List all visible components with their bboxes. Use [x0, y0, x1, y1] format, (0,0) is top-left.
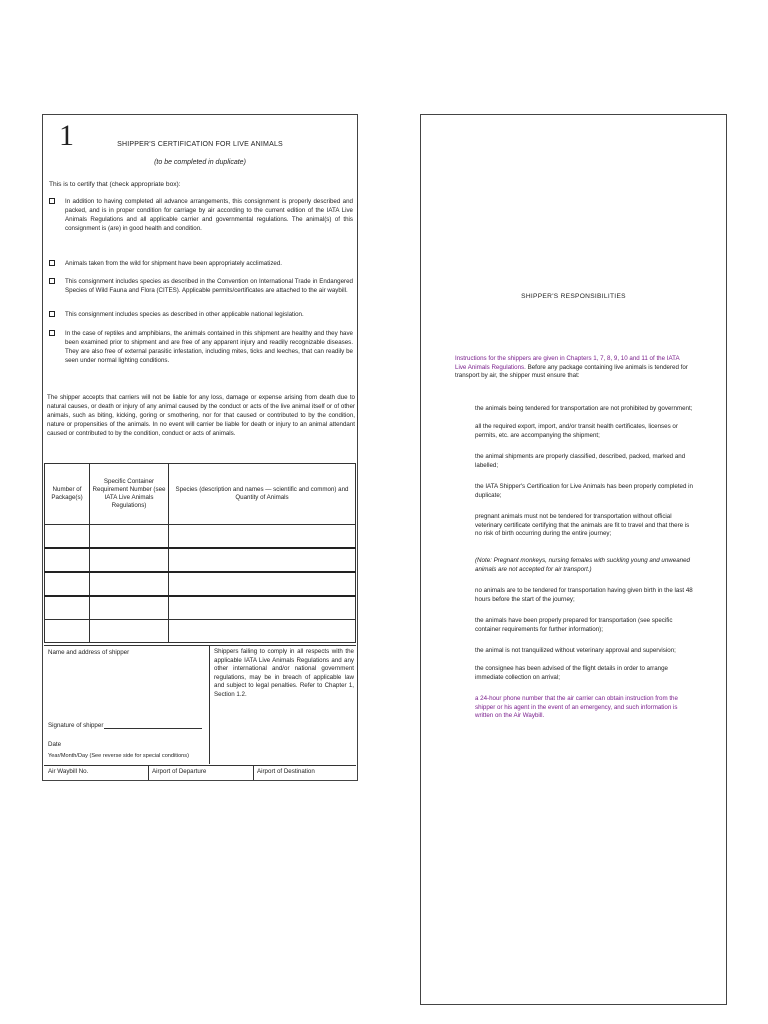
table-row [45, 596, 356, 620]
waybill-divider [148, 766, 149, 780]
table-cell[interactable] [90, 548, 169, 572]
checkbox-label: This consignment includes species as described in other applicable national legislation. [65, 311, 304, 318]
form-number: 1 [59, 119, 74, 152]
responsibility-item: no animals are to be tendered for transportation having given birth in the last 48 hours before the start of the journey; [475, 587, 693, 603]
table-cell[interactable] [90, 596, 169, 620]
responsibilities-intro [455, 355, 691, 381]
table-cell[interactable] [169, 596, 356, 620]
table-cell[interactable] [45, 572, 90, 596]
checkbox-label: In the case of reptiles and amphibians, the animals contained in this shipment are healthy and they have been examined prior to shipment and are free of any apparent injury and readily recognizable diseases. They are also free of external parasitic infestation, including mites, ticks and leeches, that can readily be seen under normal lighting conditions. [65, 330, 353, 364]
responsibility-item: all the required export, import, and/or transit health certificates, licenses or permits, etc. are accompanying the shipment; [475, 423, 678, 439]
package-table [44, 463, 356, 643]
responsibilities-page [420, 114, 727, 1005]
checkbox[interactable] [49, 260, 55, 266]
air-waybill-label: Air Waybill No. [48, 768, 89, 775]
table-header-row [45, 464, 356, 525]
table-cell[interactable] [169, 572, 356, 596]
responsibility-note: (Note: Pregnant monkeys, nursing females with suckling young and unweaned animals are not accepted for air transport.) [475, 557, 690, 573]
table-cell[interactable] [90, 620, 169, 643]
certify-intro: This is to certify that (check appropriate box): [49, 181, 181, 188]
form-title: SHIPPER'S CERTIFICATION FOR LIVE ANIMALS [117, 141, 283, 148]
table-row [45, 620, 356, 643]
responsibility-item: the animal shipments are properly classified, described, packed, marked and labelled; [475, 453, 686, 469]
form-subtitle: (to be completed in duplicate) [154, 159, 246, 166]
table-cell[interactable] [90, 525, 169, 549]
checkbox-row [49, 277, 353, 295]
checkbox[interactable] [49, 198, 55, 204]
table-cell[interactable] [45, 548, 90, 572]
signature-label: Signature of shipper [48, 722, 104, 729]
responsibility-item-emergency: a 24-hour phone number that the air carrier can obtain instruction from the shipper or his agent in the event of an emergency, and such information is written on the Air Waybill. [475, 695, 678, 719]
certification-form-page [42, 114, 358, 781]
checkbox[interactable] [49, 278, 55, 284]
table-cell[interactable] [169, 525, 356, 549]
destination-label: Airport of Destination [257, 768, 315, 775]
liability-statement: The shipper accepts that carriers will not be liable for any loss, damage or expense arising from death due to natural causes, or death or injury of any animal caused by the conduct or acts of the live animal itself or of other animals, such as biting, kicking, goring or smothering, nor for that caused or contributed to by the condition, nature or propensities of the animals. In no event will carrier be liable for death or injury to an animal attendant caused or contributed to by the condition, conduct or acts of animals. [47, 394, 355, 437]
compliance-warning: Shippers failing to comply in all respects with the applicable IATA Live Animals Regulations and any other international and/or national government regulations, may be in breach of applicable law and subject to legal penalties. Refer to Chapter 1, Section 1.2. [214, 648, 354, 698]
col-species: Species (description and names — scientific and common) and Quantity of Animals [169, 464, 356, 525]
table-row [45, 525, 356, 549]
shipper-info-cell [44, 646, 210, 764]
name-address-label: Name and address of shipper [48, 649, 130, 656]
signature-line[interactable] [104, 728, 202, 729]
table-row [45, 548, 356, 572]
checkbox-row [49, 310, 353, 319]
table-cell[interactable] [45, 596, 90, 620]
table-cell[interactable] [169, 620, 356, 643]
checkbox[interactable] [49, 330, 55, 336]
col-number-of-packages: Number of Package(s) [45, 464, 90, 525]
responsibilities-title: SHIPPER'S RESPONSIBILITIES [521, 293, 626, 300]
waybill-divider [253, 766, 254, 780]
responsibility-item: the animals have been properly prepared for transportation (see specific container requirements for further information); [475, 617, 673, 633]
col-container-requirement: Specific Container Requirement Number (see IATA Live Animals Regulations) [90, 464, 169, 525]
table-cell[interactable] [90, 572, 169, 596]
responsibility-item: pregnant animals must not be tendered for transportation without official veterinary certificate certifying that the animals are fit to travel and that there is no risk of birth occurring during the entire journey; [475, 513, 690, 537]
checkbox-label: Animals taken from the wild for shipment have been appropriately acclimatized. [65, 260, 283, 267]
table-cell[interactable] [45, 620, 90, 643]
checkbox-row [49, 197, 353, 233]
waybill-row [44, 765, 356, 780]
checkbox-label: In addition to having completed all advance arrangements, this consignment is properly described and packed, and is in proper condition for carriage by air according to the current edition of the IATA Live Animals Regulations and all applicable carrier and governmental regulations. The animal(s) of this consignment is (are) in good health and condition. [65, 198, 353, 232]
checkbox-label: This consignment includes species as described in the Convention on International Trade in Endangered Species of Wild Fauna and Flora (CITES). Applicable permits/certificates are attached to the air waybill. [65, 278, 353, 294]
intro-highlight: Instructions for the shippers are given in Chapters 1, 7, 8, 9, 10 and 11 of the IATA Live Animals Regulations. [455, 355, 680, 371]
responsibility-item: the consignee has been advised of the flight details in order to arrange immediate collection on arrival; [475, 665, 668, 681]
responsibility-item: the animal is not tranquilized without veterinary approval and supervision; [475, 647, 676, 654]
intro-text: Before any package containing live animals is tendered for transport by air, the shipper must ensure that: [455, 363, 688, 379]
checkbox-row [49, 329, 353, 365]
shipper-details-box [44, 645, 356, 764]
date-format-hint: Year/Month/Day (See reverse side for special conditions) [48, 753, 189, 759]
responsibility-item: the animals being tendered for transportation are not prohibited by government; [475, 405, 693, 412]
table-cell[interactable] [45, 525, 90, 549]
table-cell[interactable] [169, 548, 356, 572]
table-row [45, 572, 356, 596]
checkbox-row [49, 259, 353, 268]
date-label: Date [48, 741, 62, 748]
responsibility-item: the IATA Shipper's Certification for Live Animals has been properly completed in duplicate; [475, 483, 693, 499]
checkbox[interactable] [49, 311, 55, 317]
departure-label: Airport of Departure [152, 768, 207, 775]
